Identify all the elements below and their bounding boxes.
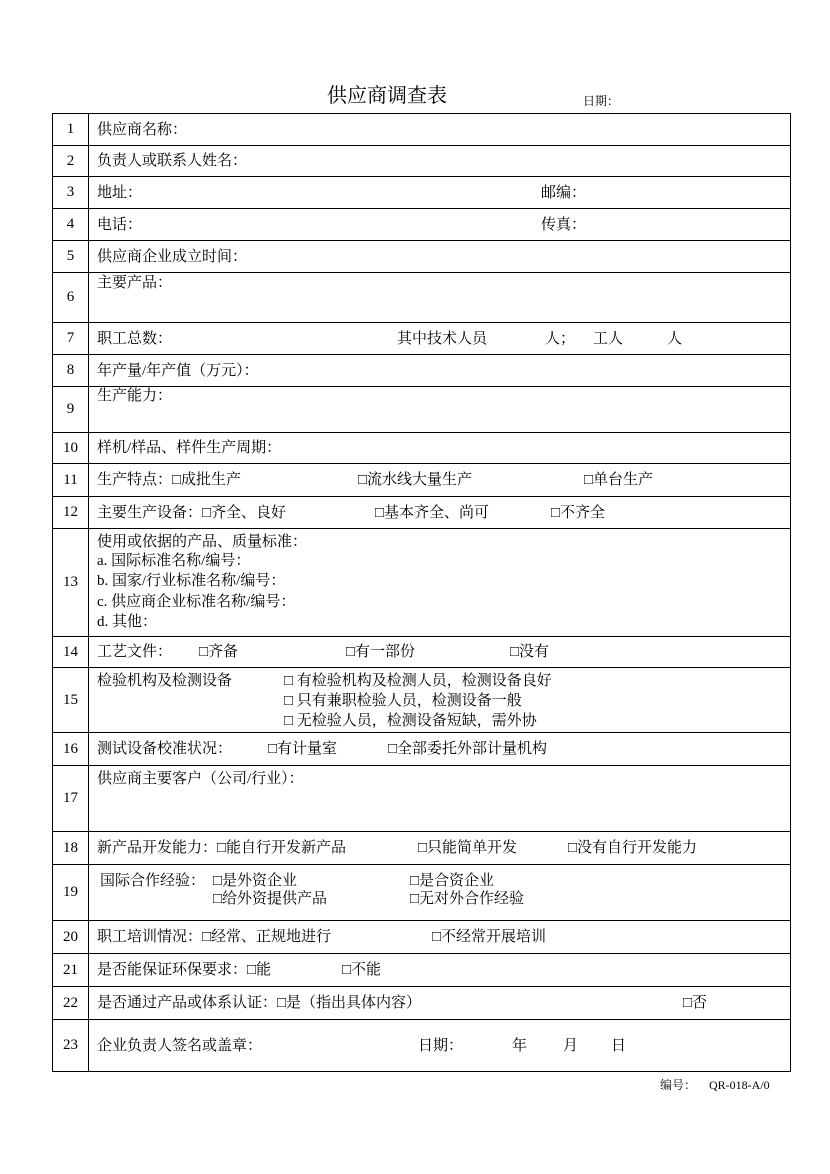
checkbox-option: 是否能保证环保要求：□能 [97, 962, 272, 978]
checkbox-option: □没有 [510, 644, 550, 660]
checkbox-option: □是合资企业 [410, 873, 495, 889]
row-calibration [53, 732, 790, 765]
footer-code: QR-018-A/0 [709, 1078, 770, 1092]
row-contact-name [53, 145, 790, 176]
checkbox-option: □基本齐全、尚可 [375, 504, 490, 521]
checkbox-option: □不能 [342, 962, 382, 978]
row-signature [53, 1019, 790, 1071]
field-label: 传真： [541, 216, 587, 233]
row-certification [53, 986, 790, 1019]
checkbox-option: □单台生产 [584, 472, 654, 488]
checkbox-option: 是否通过产品或体系认证：□是（指出具体内容） [97, 995, 422, 1011]
checkbox-option: □是外资企业 [213, 873, 298, 889]
field-label: 年产量/年产值（万元）： [97, 362, 259, 379]
row-number: 19 [53, 865, 89, 920]
row-environment [53, 953, 790, 986]
form-title: 供应商调查表 [327, 85, 447, 107]
row-founded [53, 240, 790, 272]
checkbox-option: 新产品开发能力：□能自行开发新产品 [97, 840, 347, 856]
row-number: 12 [53, 497, 89, 528]
row-production-type [53, 463, 790, 496]
checkbox-option: □否 [683, 995, 708, 1011]
row-number: 11 [53, 464, 89, 496]
row-process-docs [53, 636, 790, 667]
field-label: 企业负责人签名或盖章： [97, 1037, 263, 1054]
field-label: 主要产品： [97, 275, 173, 291]
row-number: 6 [53, 273, 89, 322]
field-label: 供应商名称： [97, 121, 188, 138]
row-number: 20 [53, 921, 89, 953]
row-number: 13 [53, 529, 89, 636]
survey-table [52, 113, 791, 1072]
row-main-products [53, 272, 790, 322]
field-label: 职工总数： [97, 330, 173, 347]
checkbox-option: □无对外合作经验 [410, 891, 525, 907]
field-label: 月 [563, 1037, 579, 1054]
field-label: 负责人或联系人姓名： [97, 153, 248, 169]
row-annual-output [53, 354, 790, 386]
field-label: 电话： [97, 216, 143, 233]
field-label: 生产能力： [97, 388, 173, 404]
row-number: 14 [53, 637, 89, 667]
row-number: 4 [53, 209, 89, 240]
field-label: 日期： [418, 1037, 464, 1054]
checkbox-option: □有一部份 [346, 644, 416, 660]
row-number: 3 [53, 177, 89, 208]
field-label: c. 供应商企业标准名称/编号： [97, 594, 296, 610]
checkbox-option: □有计量室 [268, 741, 338, 757]
checkbox-option: □给外资提供产品 [213, 891, 328, 907]
checkbox-option: 职工培训情况：□经常、正规地进行 [97, 929, 332, 945]
field-label: 供应商企业成立时间： [97, 248, 248, 265]
field-label: 地址： [97, 184, 143, 201]
row-number: 22 [53, 987, 89, 1019]
field-label: 使用或依据的产品、质量标准： [97, 534, 308, 550]
field-label: 样机/样品、样件生产周期： [97, 440, 282, 456]
field-label: 检验机构及检测设备 [97, 673, 233, 689]
row-international [53, 864, 790, 920]
row-main-customers [53, 765, 790, 831]
row-sample-cycle [53, 432, 790, 463]
checkbox-option: □ 无检验人员，检测设备短缺，需外协 [284, 713, 537, 729]
field-label: 人； [545, 330, 576, 347]
field-label: 人 [667, 330, 683, 347]
header-date-label: 日期： [583, 94, 620, 108]
checkbox-option: □ 只有兼职检验人员，检测设备一般 [284, 693, 522, 709]
row-number: 5 [53, 241, 89, 272]
checkbox-option: □不齐全 [551, 504, 606, 521]
field-label: 供应商主要客户（公司/行业）： [97, 771, 304, 787]
row-number: 18 [53, 832, 89, 864]
field-label: 国际合作经验： [100, 873, 206, 889]
checkbox-option: □流水线大量生产 [358, 472, 473, 488]
field-label: 年 [512, 1037, 528, 1054]
checkbox-option: □齐备 [199, 644, 239, 660]
row-number: 7 [53, 323, 89, 354]
field-label: a. 国际标准名称/编号： [97, 553, 251, 569]
field-label: 工人 [593, 330, 624, 347]
field-label: 测试设备校准状况： [97, 741, 233, 757]
row-quality-standards [53, 528, 790, 636]
row-phone [53, 208, 790, 240]
checkbox-option: 生产特点：□成批生产 [97, 472, 242, 488]
field-label: b. 国家/行业标准名称/编号： [97, 573, 286, 589]
field-label: 其中技术人员 [397, 330, 488, 347]
row-number: 15 [53, 668, 89, 732]
checkbox-option: □不经常开展培训 [432, 929, 547, 945]
row-new-product-dev [53, 831, 790, 864]
checkbox-option: □全部委托外部计量机构 [388, 741, 548, 757]
row-number: 23 [53, 1020, 89, 1071]
checkbox-option: □没有自行开发能力 [568, 840, 698, 856]
row-number: 10 [53, 433, 89, 463]
field-label: d. 其他： [97, 614, 158, 630]
row-number: 21 [53, 954, 89, 986]
checkbox-option: 主要生产设备：□齐全、良好 [97, 504, 287, 521]
row-equipment [53, 496, 790, 528]
row-number: 16 [53, 733, 89, 765]
row-number: 2 [53, 146, 89, 176]
row-training [53, 920, 790, 953]
row-supplier-name [53, 114, 790, 145]
row-number: 17 [53, 766, 89, 831]
checkbox-option: □只能简单开发 [418, 840, 518, 856]
field-label: 工艺文件： [97, 644, 173, 660]
field-label: 邮编： [541, 184, 587, 201]
row-number: 1 [53, 114, 89, 145]
row-number: 8 [53, 355, 89, 386]
row-number: 9 [53, 387, 89, 432]
row-staff [53, 322, 790, 354]
footer-code-label: 编号： [660, 1078, 697, 1092]
checkbox-option: □ 有检验机构及检测人员，检测设备良好 [284, 673, 552, 689]
field-label: 日 [611, 1037, 627, 1054]
row-address [53, 176, 790, 208]
row-inspection [53, 667, 790, 732]
row-capacity [53, 386, 790, 432]
